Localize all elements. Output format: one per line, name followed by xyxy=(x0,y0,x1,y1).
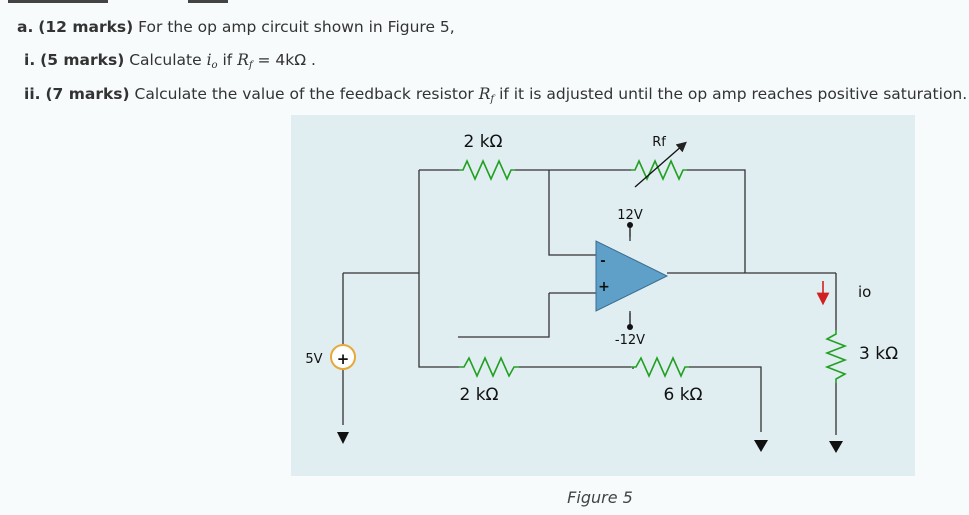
label-r-top-left: 2 kΩ xyxy=(463,132,503,152)
ground-icon xyxy=(337,432,349,444)
opamp-triangle xyxy=(596,241,667,311)
ground-icon xyxy=(829,441,843,453)
wires xyxy=(343,170,836,435)
top-divider xyxy=(8,0,238,3)
ground-symbols xyxy=(337,432,843,453)
part-a-label: a. xyxy=(17,18,34,36)
label-v-neg: -12V xyxy=(614,333,646,348)
label-v-pos: 12V xyxy=(617,208,643,223)
rf-value: = 4kΩ . xyxy=(257,51,316,69)
resistor-bottom-right xyxy=(631,358,689,376)
figure-caption: Figure 5 xyxy=(567,488,633,507)
rf-subscript-2: f xyxy=(490,94,495,105)
rf-variable-2: R xyxy=(478,85,491,103)
part-i-if: if xyxy=(222,51,233,69)
part-ii-label: ii. xyxy=(24,85,41,103)
label-r-bottom-left: 2 kΩ xyxy=(459,385,499,405)
circuit-figure xyxy=(291,115,915,476)
part-i-label: i. xyxy=(24,51,36,69)
question-part-a xyxy=(17,17,455,37)
label-r-load: 3 kΩ xyxy=(859,344,899,364)
question-part-ii xyxy=(24,84,967,110)
rf-subscript: f xyxy=(248,60,253,71)
label-current: io xyxy=(858,283,872,301)
variable-arrow-icon xyxy=(635,145,683,187)
label-rf: Rf xyxy=(652,135,666,150)
source-plus-sign: + xyxy=(336,350,350,368)
part-ii-text-after: if it is adjusted until the op amp reaches positive saturation. xyxy=(499,85,968,103)
opamp-inverting-sign: - xyxy=(600,254,606,269)
resistor-bottom-left xyxy=(459,358,519,376)
vneg-node xyxy=(627,324,633,330)
opamp-noninverting-sign: + xyxy=(598,279,610,295)
resistor-feedback xyxy=(631,161,687,179)
rf-variable: R xyxy=(237,51,249,69)
circuit-diagram xyxy=(291,115,915,476)
part-a-text: For the op amp circuit shown in Figure 5, xyxy=(138,18,455,36)
label-r-bottom-right: 6 kΩ xyxy=(663,385,703,405)
io-subscript: o xyxy=(211,60,218,71)
part-i-marks: (5 marks) xyxy=(40,51,125,69)
resistor-load xyxy=(827,330,845,383)
part-i-text: Calculate xyxy=(129,51,202,69)
part-ii-text: Calculate the value of the feedback resistor xyxy=(134,85,474,103)
io-variable: i xyxy=(206,51,212,69)
ground-icon xyxy=(754,440,768,452)
part-a-marks: (12 marks) xyxy=(38,18,134,36)
resistor-top-left xyxy=(459,161,515,179)
question-part-i xyxy=(24,50,316,76)
label-source: 5V xyxy=(305,352,323,367)
part-ii-marks: (7 marks) xyxy=(45,85,130,103)
